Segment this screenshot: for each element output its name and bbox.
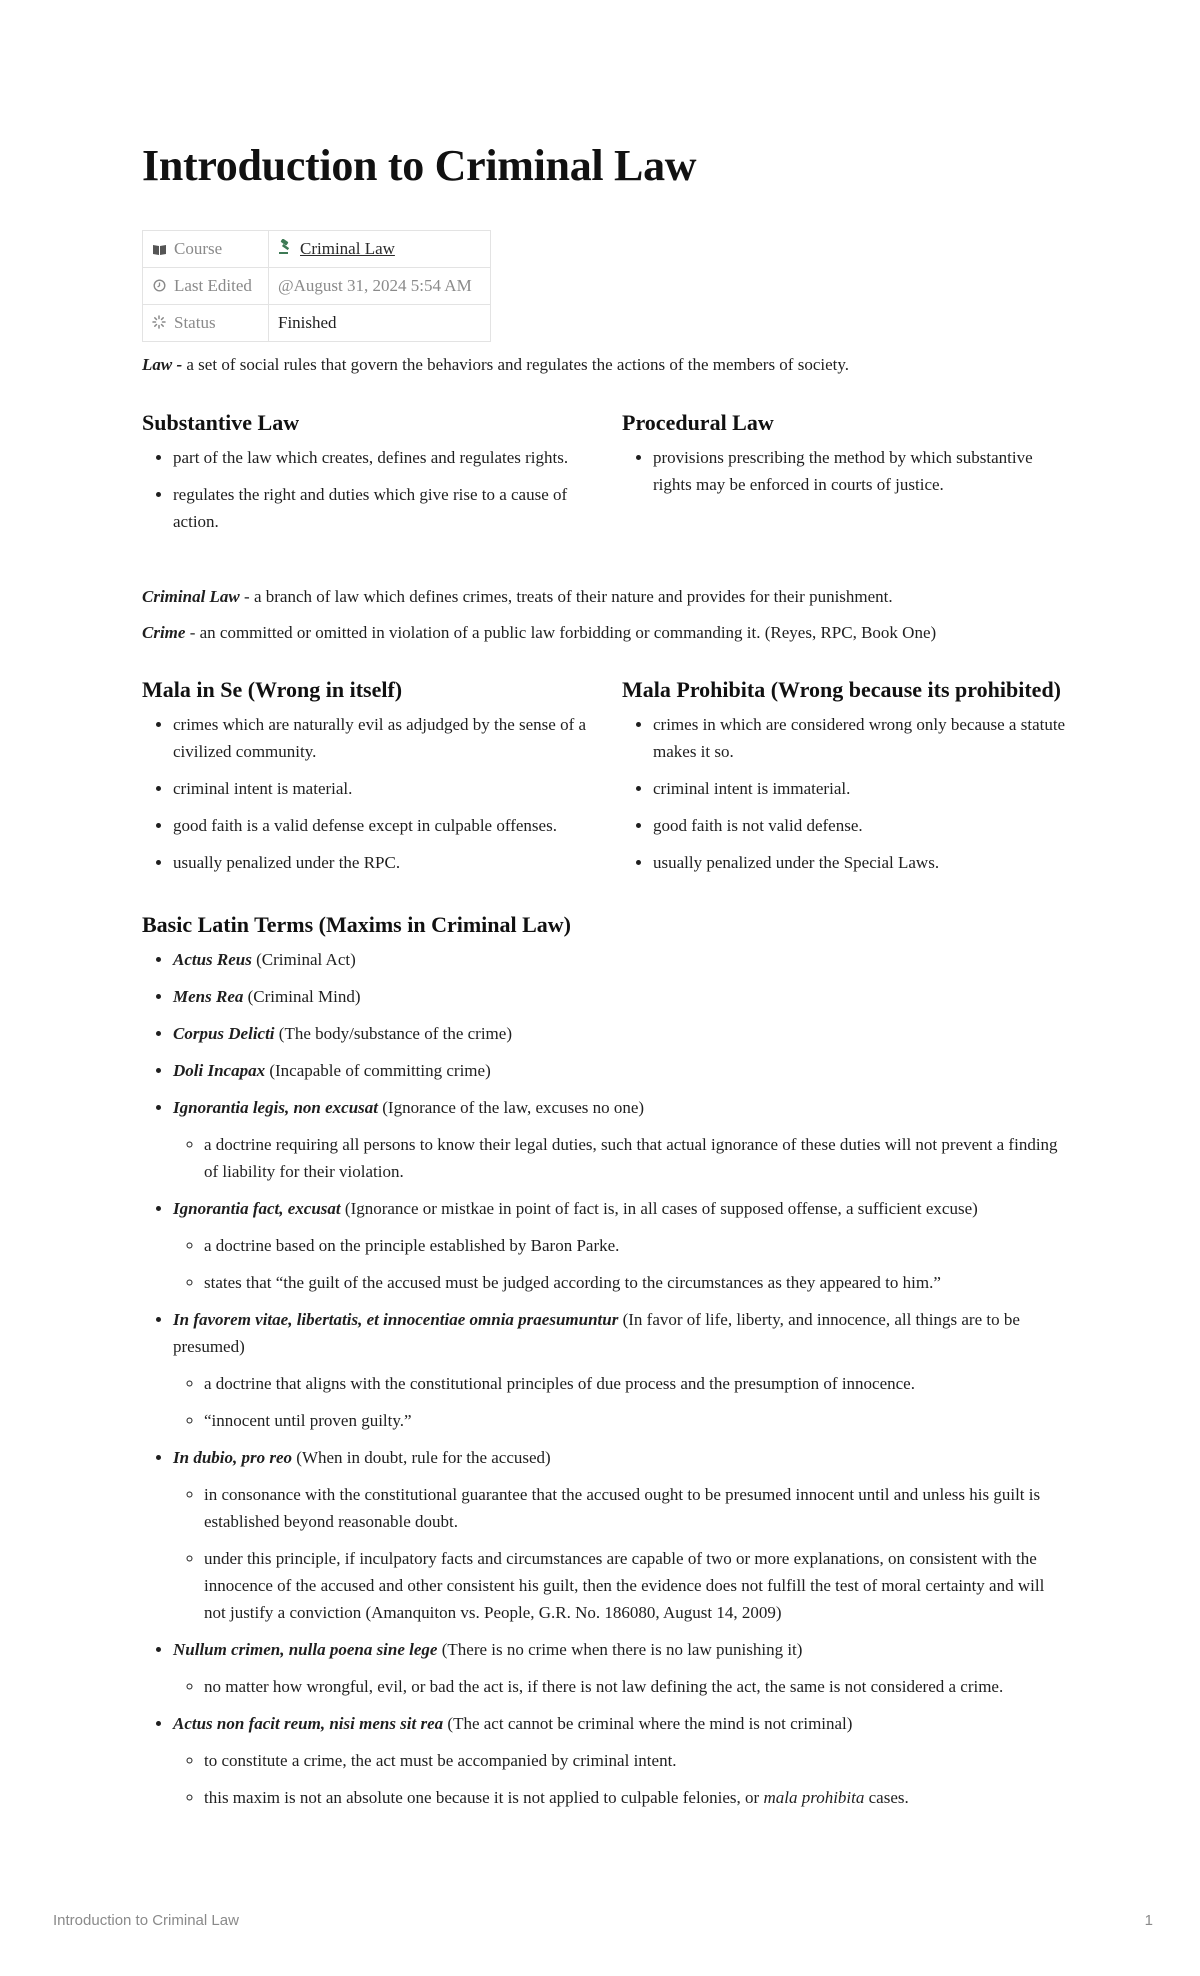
definition-text: - an committed or omitted in violation of a public law forbidding or commanding it. (Reyes, RPC, Book One) <box>185 623 937 642</box>
definition-term: Criminal Law <box>142 587 240 606</box>
sub-list-item: ◦ “innocent until proven guilty.” <box>204 1407 1062 1434</box>
page-title: Introduction to Criminal Law <box>142 141 697 190</box>
latin-term-item: • In dubio, pro reo (When in doubt, rule for the accused) ◦ in consonance with the constitutional guarantee that the accused ought to be presumed innocent until and unless his guilt is established beyond reasonable doubt. ◦ under this principle, if inculpatory facts and circumstances are capable of two or more explanations, on consistent with the innocence of the accused and other consistent his guilt, then the evidence does not fulfill the test of moral certainty and will not justify a conviction (Amanquiton vs. People, G.R. No. 186080, August 14, 2009) <box>173 1444 1062 1626</box>
latin-terms-section <box>142 910 1062 1821</box>
latin-term-item: • Nullum crimen, nulla poena sine lege (There is no crime when there is no law punishing it) ◦ no matter how wrongful, evil, or bad the act is, if there is not law defining the act, the same is not considered a crime. <box>173 1636 1062 1700</box>
sub-list-item: ◦ this maxim is not an absolute one because it is not applied to culpable felonies, or mala prohibita cases. <box>204 1784 1062 1811</box>
section-heading: Mala in Se (Wrong in itself) <box>142 677 403 702</box>
gavel-icon <box>278 239 292 260</box>
latin-term-item: • Ignorantia legis, non excusat (Ignorance of the law, excuses no one) ◦ a doctrine requiring all persons to know their legal duties, such that actual ignorance of these duties will not prevent a finding of liability for their violation. <box>173 1094 1062 1185</box>
property-row-course <box>143 231 491 268</box>
course-link[interactable]: Criminal Law <box>300 238 395 258</box>
list-item: • provisions prescribing the method by which substantive rights may be enforced in courts of justice. <box>653 444 1072 498</box>
crime-definition <box>142 619 936 646</box>
sub-list-item: ◦ a doctrine that aligns with the constitutional principles of due process and the presumption of innocence. <box>204 1370 1062 1397</box>
property-key: Status <box>174 312 216 332</box>
latin-term-item: • Doli Incapax (Incapable of committing crime) <box>173 1057 1062 1084</box>
latin-term-item: • Corpus Delicti (The body/substance of the crime) <box>173 1020 1062 1047</box>
sub-list-item: ◦ a doctrine requiring all persons to know their legal duties, such that actual ignorance of these duties will not prevent a finding of liability for their violation. <box>204 1131 1062 1185</box>
property-key: Last Edited <box>174 275 252 295</box>
list-item: • crimes which are naturally evil as adjudged by the sense of a civilized community. <box>173 711 592 765</box>
mala-in-se-section <box>142 675 592 886</box>
sub-list-item: ◦ in consonance with the constitutional guarantee that the accused ought to be presumed innocent until and unless his guilt is established beyond reasonable doubt. <box>204 1481 1062 1535</box>
list-item: • part of the law which creates, defines and regulates rights. <box>173 444 592 471</box>
book-icon <box>152 240 166 260</box>
definition-text: a set of social rules that govern the behaviors and regulates the actions of the members of society. <box>182 355 850 374</box>
sub-list-item: ◦ no matter how wrongful, evil, or bad the act is, if there is not law defining the act, the same is not considered a crime. <box>204 1673 1062 1700</box>
list-item: • criminal intent is material. <box>173 775 592 802</box>
sub-list-item: ◦ states that “the guilt of the accused must be judged according to the circumstances as they appeared to him.” <box>204 1269 1062 1296</box>
section-heading: Substantive Law <box>142 410 300 435</box>
sub-list-item: ◦ under this principle, if inculpatory facts and circumstances are capable of two or more explanations, on consistent with the innocence of the accused and other consistent his guilt, then the evidence does not fulfill the test of moral certainty and will not justify a conviction (Amanquiton vs. People, G.R. No. 186080, August 14, 2009) <box>204 1545 1062 1626</box>
property-row-status <box>143 305 491 342</box>
law-definition <box>142 351 849 378</box>
list-item: • criminal intent is immaterial. <box>653 775 1072 802</box>
latin-term-item: • Ignorantia fact, excusat (Ignorance or mistkae in point of fact is, in all cases of supposed offense, a sufficient excuse) ◦ a doctrine based on the principle established by Baron Parke. ◦ states that “the guilt of the accused must be judged according to the circumstances as they appeared to him.” <box>173 1195 1062 1296</box>
criminal-law-definition <box>142 583 893 610</box>
sub-list-item: ◦ to constitute a crime, the act must be accompanied by criminal intent. <box>204 1747 1062 1774</box>
procedural-law-section <box>622 408 1072 508</box>
page-number: 1 <box>1144 1912 1153 1929</box>
latin-term-item: • Actus Reus (Criminal Act) <box>173 946 1062 973</box>
section-heading: Mala Prohibita (Wrong because its prohibited) <box>622 677 1062 702</box>
list-item: • good faith is a valid defense except in culpable offenses. <box>173 812 592 839</box>
status-icon <box>152 314 166 334</box>
latin-term-item: • In favorem vitae, libertatis, et innocentiae omnia praesumuntur (In favor of life, liberty, and innocence, all things are to be presumed) ◦ a doctrine that aligns with the constitutional principles of due process and the presumption of innocence. ◦ “innocent until proven guilty.” <box>173 1306 1062 1434</box>
clock-icon <box>152 277 166 297</box>
properties-table <box>142 230 491 342</box>
substantive-law-section <box>142 408 592 545</box>
footer-title: Introduction to Criminal Law <box>53 1912 239 1929</box>
list-item: • usually penalized under the RPC. <box>173 849 592 876</box>
status-value: Finished <box>269 305 491 342</box>
latin-term-item: • Mens Rea (Criminal Mind) <box>173 983 1062 1010</box>
definition-term: Law - <box>142 355 183 374</box>
page-footer <box>53 1912 1153 1929</box>
section-heading: Basic Latin Terms (Maxims in Criminal Law) <box>142 912 572 937</box>
property-row-last-edited <box>143 268 491 305</box>
list-item: • usually penalized under the Special Laws. <box>653 849 1072 876</box>
mala-prohibita-section <box>622 675 1072 886</box>
last-edited-value: @August 31, 2024 5:54 AM <box>269 268 491 305</box>
section-heading: Procedural Law <box>622 410 774 435</box>
list-item: • regulates the right and duties which give rise to a cause of action. <box>173 481 592 535</box>
latin-term-item: • Actus non facit reum, nisi mens sit rea (The act cannot be criminal where the mind is not criminal) ◦ to constitute a crime, the act must be accompanied by criminal intent. ◦ this maxim is not an absolute one because it is not applied to culpable felonies, or mala prohibita cases. <box>173 1710 1062 1811</box>
sub-list-item: ◦ a doctrine based on the principle established by Baron Parke. <box>204 1232 1062 1259</box>
definition-term: Crime <box>142 623 186 642</box>
list-item: • good faith is not valid defense. <box>653 812 1072 839</box>
list-item: • crimes in which are considered wrong only because a statute makes it so. <box>653 711 1072 765</box>
property-key: Course <box>174 238 223 258</box>
definition-text: - a branch of law which defines crimes, treats of their nature and provides for their punishment. <box>239 587 893 606</box>
